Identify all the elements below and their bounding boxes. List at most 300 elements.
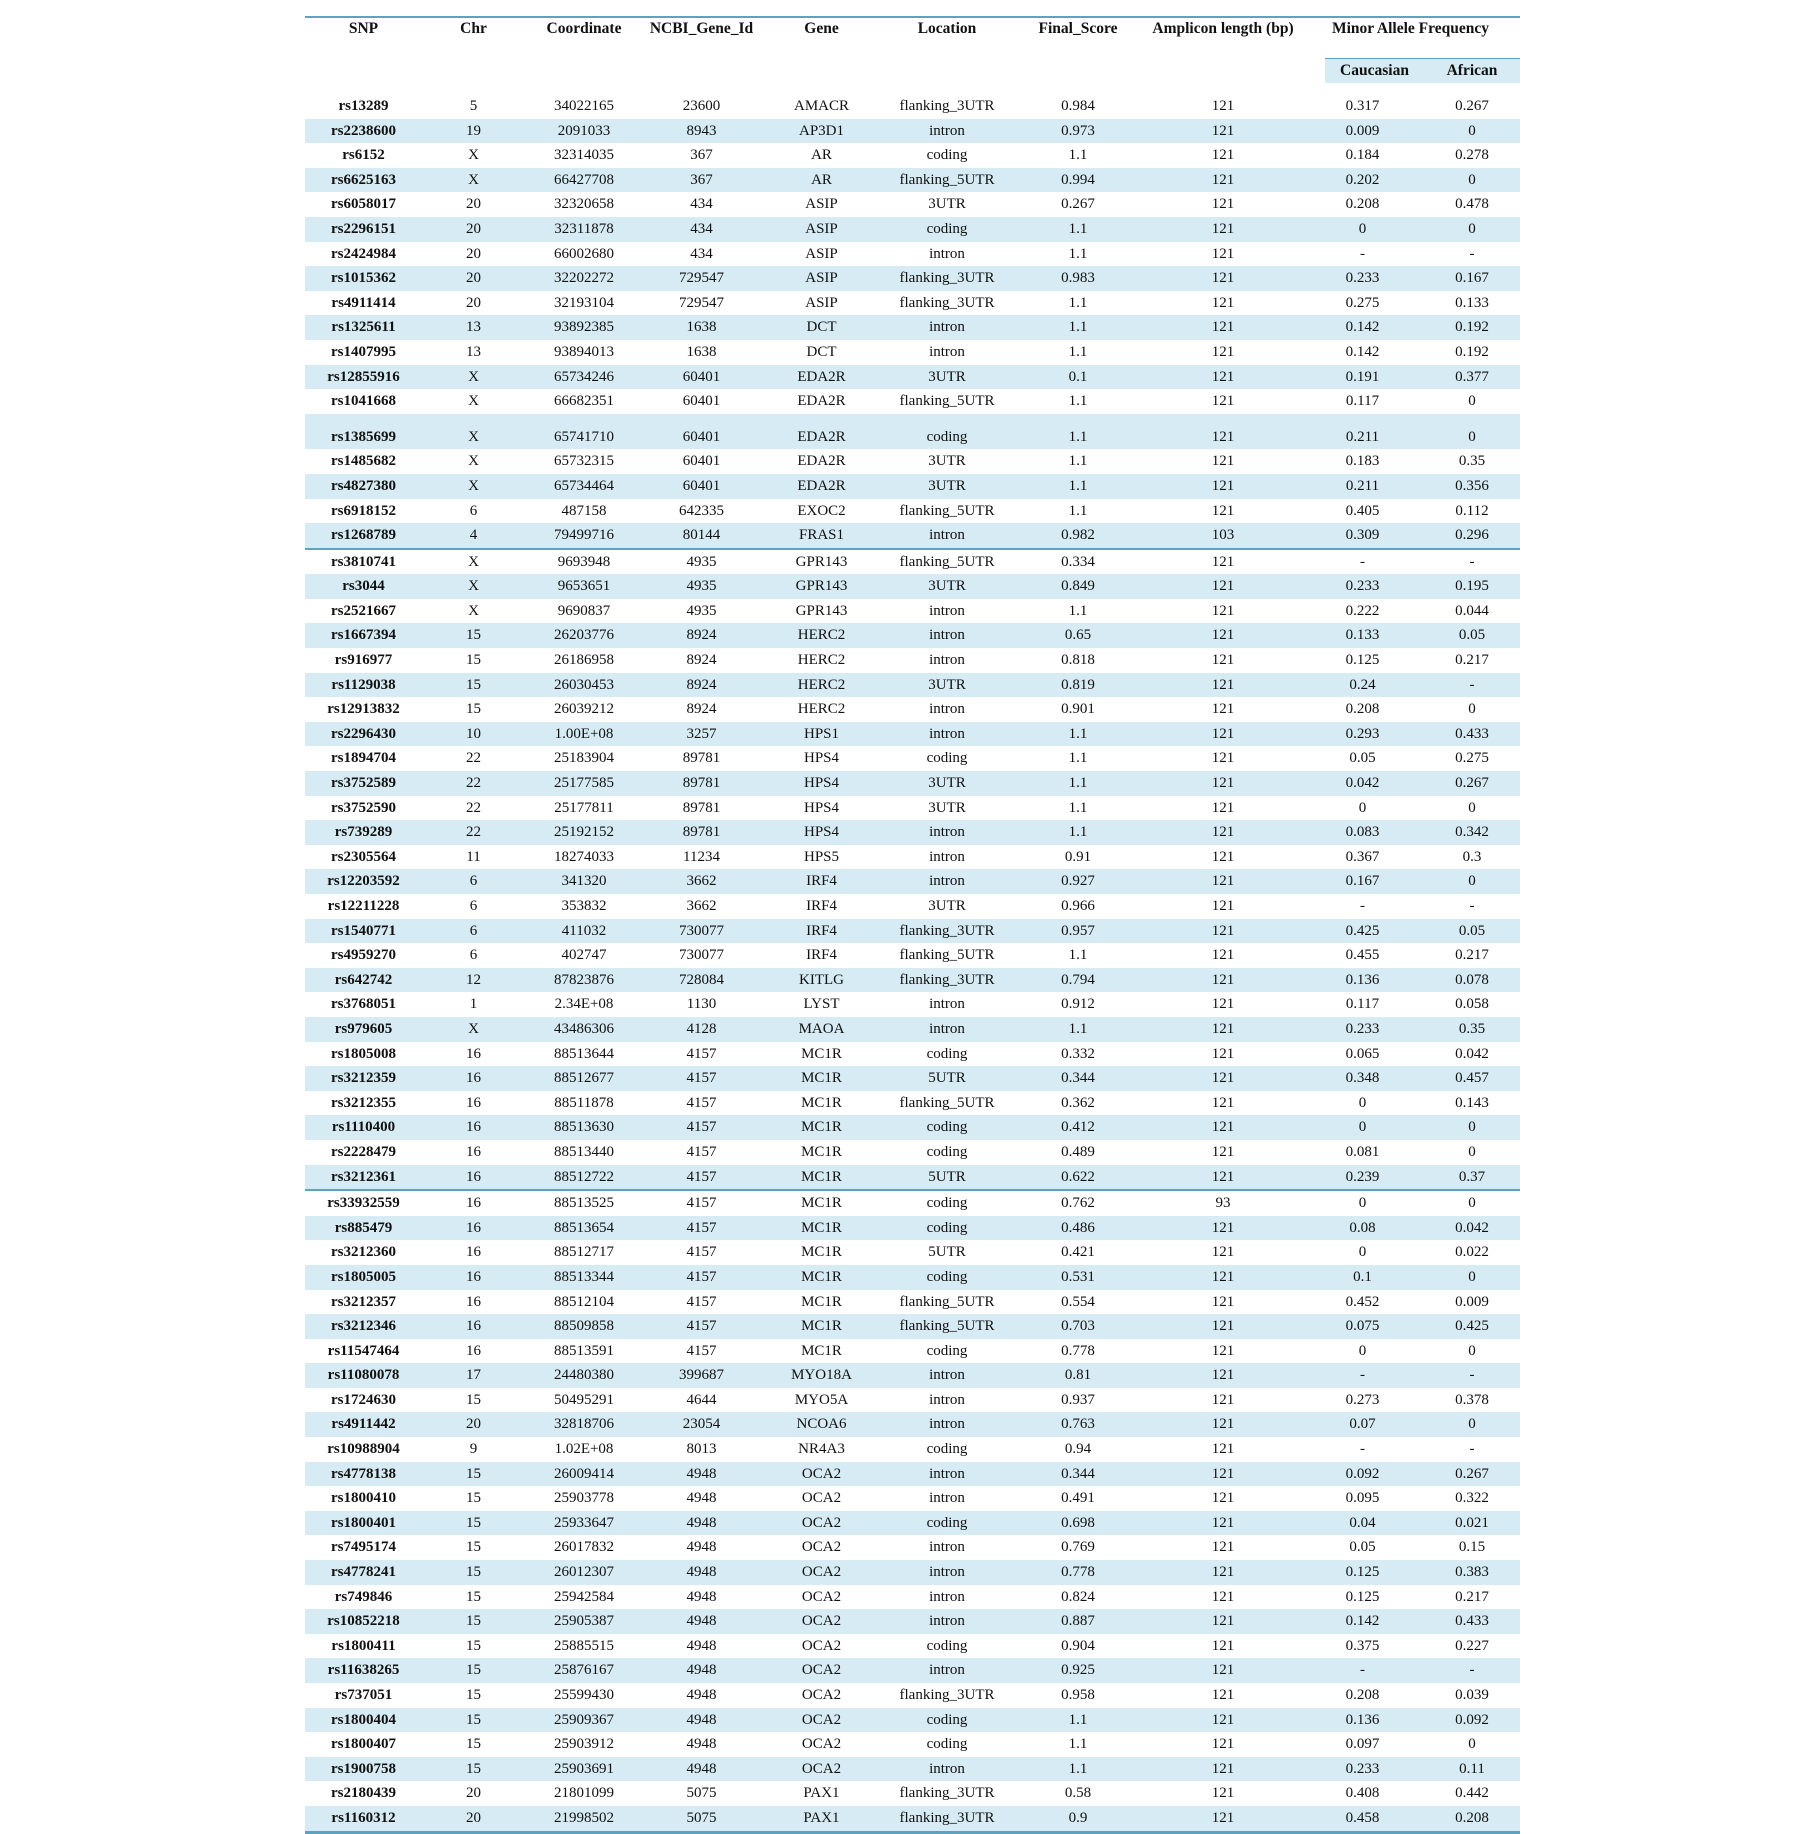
- cell-chr: 11: [466, 848, 481, 865]
- cell-coordinate: 487158: [561, 502, 607, 519]
- cell-maf-african: 0: [1424, 1412, 1520, 1437]
- cell-gene: OCA2: [760, 1708, 883, 1733]
- cell-maf-caucasian: -: [1360, 1441, 1365, 1458]
- cell-snp: rs13289: [338, 98, 389, 114]
- cell-gene: IRF4: [806, 947, 837, 964]
- cell-maf-caucasian: 0.222: [1345, 602, 1380, 619]
- cell-location: coding: [883, 1216, 1011, 1241]
- cell-maf-african: -: [1469, 898, 1475, 914]
- cell-gene: EDA2R: [760, 474, 883, 499]
- cell-maf-african: 0: [1424, 1190, 1520, 1216]
- cell-final-score: 0.91: [1064, 848, 1092, 865]
- table-row: [305, 365, 1520, 390]
- cell-chr: 15: [466, 652, 481, 669]
- cell-final-score: 0.763: [1011, 1412, 1145, 1437]
- cell-ncbi-gene-id: 728084: [643, 968, 760, 993]
- table-row: [305, 673, 1520, 698]
- col-header-chr: Chr: [460, 20, 487, 37]
- cell-chr: 15: [466, 1687, 481, 1703]
- cell-coordinate: 26039212: [554, 701, 614, 718]
- cell-snp: rs4778241: [305, 1560, 422, 1585]
- cell-maf-african: 0.042: [1455, 1045, 1489, 1062]
- cell-snp: rs2296430: [305, 722, 422, 747]
- cell-coordinate: 25903691: [525, 1757, 643, 1782]
- cell-location: coding: [926, 147, 968, 164]
- cell-gene: MC1R: [801, 1094, 842, 1111]
- table-row: [305, 1634, 1520, 1659]
- cell-coordinate: 79499716: [525, 523, 643, 549]
- cell-snp: rs3212357: [331, 1293, 396, 1310]
- cell-amplicon-length: 121: [1145, 1609, 1301, 1634]
- cell-amplicon-length: 121: [1145, 1115, 1301, 1140]
- cell-maf-african: 0: [1424, 414, 1520, 450]
- cell-location: 3UTR: [883, 771, 1011, 796]
- table-row: [305, 1339, 1520, 1364]
- cell-ncbi-gene-id: 60401: [643, 365, 760, 390]
- cell-maf-caucasian: 0.075: [1301, 1314, 1424, 1339]
- table-row: [305, 697, 1520, 722]
- cell-gene: OCA2: [760, 1609, 883, 1634]
- cell-ncbi-gene-id: 1130: [686, 996, 717, 1013]
- cell-final-score: 0.703: [1011, 1314, 1145, 1339]
- table-row: [305, 523, 1520, 549]
- cell-location: intron: [929, 1490, 965, 1507]
- cell-location: 3UTR: [883, 574, 1011, 599]
- cell-maf-caucasian: 0.065: [1345, 1045, 1380, 1062]
- cell-snp: rs12855916: [305, 365, 422, 390]
- cell-chr: X: [422, 574, 525, 599]
- cell-gene: MC1R: [760, 1314, 883, 1339]
- table-row: [305, 315, 1520, 340]
- cell-amplicon-length: 121: [1145, 315, 1301, 340]
- table-row: [305, 1190, 1520, 1216]
- cell-maf-caucasian: 0.24: [1301, 673, 1424, 698]
- cell-snp: rs6918152: [331, 502, 396, 519]
- cell-coordinate: 66427708: [525, 168, 643, 193]
- cell-final-score: 0.849: [1011, 574, 1145, 599]
- cell-ncbi-gene-id: 4948: [686, 1539, 717, 1556]
- cell-ncbi-gene-id: 8924: [686, 701, 717, 718]
- cell-ncbi-gene-id: 4948: [643, 1511, 760, 1536]
- cell-coordinate: 26017832: [554, 1539, 614, 1556]
- cell-maf-african: 0: [1468, 1736, 1476, 1753]
- table-row: [305, 549, 1520, 575]
- cell-final-score: 0.762: [1011, 1190, 1145, 1216]
- cell-location: coding: [926, 1342, 968, 1359]
- cell-gene: PAX1: [760, 1806, 883, 1831]
- cell-ncbi-gene-id: 5075: [686, 1785, 717, 1802]
- table-row: [305, 1708, 1520, 1733]
- cell-snp: rs11547464: [327, 1342, 400, 1359]
- cell-chr: 16: [422, 1066, 525, 1091]
- cell-location: coding: [883, 1265, 1011, 1290]
- cell-amplicon-length: 121: [1211, 1637, 1235, 1654]
- cell-coordinate: 88513654: [525, 1216, 643, 1241]
- cell-final-score: 0.794: [1011, 968, 1145, 993]
- cell-amplicon-length: 121: [1145, 1560, 1301, 1585]
- cell-amplicon-length: 121: [1211, 996, 1235, 1013]
- cell-gene: OCA2: [760, 1757, 883, 1782]
- cell-final-score: 0.983: [1011, 266, 1145, 291]
- cell-coordinate: 65734246: [525, 365, 643, 390]
- cell-snp: rs11080078: [305, 1363, 422, 1388]
- cell-gene: IRF4: [760, 869, 883, 894]
- cell-final-score: 0.267: [1061, 196, 1095, 213]
- cell-snp: rs2521667: [331, 602, 396, 619]
- cell-gene: OCA2: [801, 1490, 842, 1507]
- cell-maf-african: 0.021: [1424, 1511, 1520, 1536]
- cell-gene: MC1R: [801, 1293, 842, 1310]
- cell-maf-african: 0.267: [1455, 98, 1489, 114]
- table-row: [305, 389, 1520, 414]
- cell-location: intron: [929, 996, 965, 1013]
- cell-maf-caucasian: 0.208: [1345, 196, 1380, 213]
- cell-snp: rs1268789: [305, 523, 422, 549]
- cell-final-score: 0.94: [1064, 1441, 1092, 1458]
- cell-ncbi-gene-id: 4157: [686, 1045, 717, 1062]
- cell-snp: rs4827380: [305, 474, 422, 499]
- cell-gene: ASIP: [760, 266, 883, 291]
- cell-location: intron: [929, 245, 965, 262]
- cell-gene: EXOC2: [797, 502, 846, 519]
- cell-maf-caucasian: 0.142: [1301, 315, 1424, 340]
- col-header-gene: Gene: [804, 20, 839, 37]
- cell-final-score: 1.1: [1011, 1017, 1145, 1042]
- table-row: [305, 414, 1520, 450]
- cell-maf-african: -: [1469, 245, 1475, 262]
- cell-ncbi-gene-id: 4948: [643, 1560, 760, 1585]
- cell-final-score: 0.486: [1011, 1216, 1145, 1241]
- cell-chr: X: [468, 147, 479, 164]
- table-row: [305, 1683, 1520, 1708]
- cell-snp: rs10988904: [327, 1441, 400, 1458]
- cell-gene: MC1R: [760, 1165, 883, 1191]
- cell-snp: rs6625163: [305, 168, 422, 193]
- cell-location: intron: [929, 1588, 965, 1605]
- cell-final-score: 0.1: [1011, 365, 1145, 390]
- cell-maf-african: 0: [1424, 869, 1520, 894]
- table-row: [305, 1585, 1520, 1610]
- cell-maf-caucasian: 0.04: [1301, 1511, 1424, 1536]
- cell-snp: rs885479: [305, 1216, 422, 1241]
- cell-location: flanking_5UTR: [883, 1314, 1011, 1339]
- table-row: [305, 968, 1520, 993]
- table-row: [305, 919, 1520, 944]
- cell-gene: OCA2: [801, 1539, 842, 1556]
- cell-maf-african: 0: [1424, 217, 1520, 242]
- cell-gene: DCT: [760, 315, 883, 340]
- table-row: [305, 1757, 1520, 1782]
- table-row: [305, 242, 1520, 267]
- table-row: [305, 94, 1520, 119]
- cell-amplicon-length: 121: [1211, 393, 1235, 410]
- cell-final-score: 0.912: [1061, 996, 1095, 1013]
- cell-location: coding: [926, 750, 968, 767]
- cell-gene: ASIP: [805, 294, 838, 311]
- cell-final-score: 0.887: [1011, 1609, 1145, 1634]
- cell-snp: rs642742: [305, 968, 422, 993]
- cell-maf-caucasian: 0.233: [1301, 266, 1424, 291]
- cell-location: intron: [929, 701, 965, 718]
- table-row: [305, 845, 1520, 870]
- cell-chr: 6: [469, 898, 478, 914]
- cell-maf-african: 0.35: [1458, 453, 1486, 470]
- table-row: [305, 1609, 1520, 1634]
- cell-snp: rs3212360: [331, 1244, 396, 1261]
- cell-location: intron: [883, 1462, 1011, 1487]
- cell-amplicon-length: 121: [1211, 602, 1235, 619]
- cell-coordinate: 32193104: [554, 294, 614, 311]
- table-row: [305, 1462, 1520, 1487]
- cell-chr: 16: [466, 1342, 481, 1359]
- cell-maf-african: 0.383: [1424, 1560, 1520, 1585]
- cell-final-score: 0.984: [1061, 98, 1095, 114]
- cell-coordinate: 26203776: [525, 623, 643, 648]
- cell-location: flanking_3UTR: [883, 968, 1011, 993]
- cell-gene: HERC2: [760, 673, 883, 698]
- cell-coordinate: 88509858: [525, 1314, 643, 1339]
- cell-gene: OCA2: [760, 1560, 883, 1585]
- cell-gene: NCOA6: [760, 1412, 883, 1437]
- col-header-coordinate: Coordinate: [546, 20, 622, 37]
- cell-snp: rs12913832: [327, 701, 400, 718]
- cell-gene: EDA2R: [797, 393, 846, 410]
- cell-final-score: 1.1: [1011, 771, 1145, 796]
- cell-snp: rs3768051: [331, 996, 396, 1013]
- cell-ncbi-gene-id: 4948: [686, 1736, 717, 1753]
- cell-snp: rs6058017: [331, 196, 396, 213]
- table-row: [305, 192, 1520, 217]
- cell-final-score: 1.1: [1068, 343, 1088, 360]
- cell-chr: X: [468, 602, 479, 619]
- table-row: [305, 217, 1520, 242]
- col-header-snp: SNP: [348, 20, 379, 37]
- cell-coordinate: 21801099: [554, 1785, 614, 1802]
- cell-chr: 16: [422, 1216, 525, 1241]
- cell-gene: HPS4: [760, 771, 883, 796]
- cell-chr: 15: [422, 1560, 525, 1585]
- cell-final-score: 0.778: [1011, 1560, 1145, 1585]
- cell-ncbi-gene-id: 4948: [686, 1588, 717, 1605]
- cell-chr: 20: [466, 196, 481, 213]
- cell-location: coding: [883, 1190, 1011, 1216]
- cell-snp: rs739289: [305, 820, 422, 845]
- cell-maf-caucasian: 0.348: [1301, 1066, 1424, 1091]
- cell-chr: X: [422, 168, 525, 193]
- cell-ncbi-gene-id: 730077: [643, 919, 760, 944]
- cell-coordinate: 88513644: [554, 1045, 614, 1062]
- cell-final-score: 0.818: [1061, 652, 1095, 669]
- cell-maf-african: 0.195: [1424, 574, 1520, 599]
- cell-gene: GPR143: [760, 574, 883, 599]
- cell-maf-caucasian: 0.211: [1301, 474, 1424, 499]
- cell-chr: 15: [466, 1391, 481, 1408]
- cell-maf-caucasian: 0.233: [1301, 1757, 1424, 1782]
- cell-maf-caucasian: 0.05: [1349, 1539, 1376, 1556]
- cell-gene: MC1R: [760, 1190, 883, 1216]
- cell-amplicon-length: 121: [1145, 1165, 1301, 1191]
- cell-location: coding: [883, 414, 1011, 450]
- cell-maf-african: 0.278: [1455, 147, 1489, 164]
- cell-chr: 15: [466, 1736, 481, 1753]
- cell-chr: 6: [469, 502, 478, 519]
- cell-snp: rs737051: [334, 1687, 393, 1703]
- cell-amplicon-length: 121: [1211, 502, 1235, 519]
- cell-maf-african: 0.208: [1424, 1806, 1520, 1831]
- cell-final-score: 0.904: [1061, 1637, 1095, 1654]
- cell-chr: 22: [466, 750, 481, 767]
- cell-maf-caucasian: 0.167: [1301, 869, 1424, 894]
- cell-chr: X: [422, 365, 525, 390]
- cell-final-score: 1.1: [1011, 1757, 1145, 1782]
- cell-coordinate: 26012307: [525, 1560, 643, 1585]
- cell-location: flanking_5UTR: [899, 1293, 995, 1310]
- table-row: [305, 1437, 1520, 1462]
- cell-snp: rs2180439: [331, 1785, 396, 1802]
- cell-coordinate: 66682351: [554, 393, 614, 410]
- cell-maf-caucasian: 0.208: [1345, 701, 1380, 718]
- cell-maf-caucasian: 0.275: [1345, 294, 1380, 311]
- table-row: [305, 943, 1520, 968]
- table-row: [305, 1535, 1520, 1560]
- cell-coordinate: 26030453: [525, 673, 643, 698]
- cell-maf-african: 0.042: [1424, 1216, 1520, 1241]
- cell-maf-caucasian: 0: [1358, 1244, 1367, 1261]
- cell-snp: rs2296151: [305, 217, 422, 242]
- cell-coordinate: 88513591: [554, 1342, 614, 1359]
- table-row: [305, 340, 1520, 365]
- cell-snp: rs33932559: [305, 1190, 422, 1216]
- table-row: [305, 623, 1520, 648]
- table-header: [305, 16, 1520, 94]
- table-row: [305, 992, 1520, 1017]
- cell-gene: MAOA: [760, 1017, 883, 1042]
- cell-maf-african: 0.192: [1424, 315, 1520, 340]
- cell-final-score: 0.927: [1011, 869, 1145, 894]
- cell-coordinate: 88513440: [554, 1143, 614, 1160]
- cell-final-score: 0.332: [1061, 1045, 1095, 1062]
- cell-chr: 22: [422, 771, 525, 796]
- cell-amplicon-length: 121: [1211, 1785, 1235, 1802]
- cell-amplicon-length: 121: [1211, 1490, 1235, 1507]
- cell-ncbi-gene-id: 8924: [643, 623, 760, 648]
- cell-ncbi-gene-id: 89781: [643, 820, 760, 845]
- cell-gene: MC1R: [801, 1045, 842, 1062]
- cell-maf-caucasian: 0.117: [1345, 996, 1380, 1013]
- cell-coordinate: 25942584: [554, 1588, 614, 1605]
- cell-final-score: 1.1: [1011, 1708, 1145, 1733]
- cell-coordinate: 66002680: [554, 245, 614, 262]
- cell-final-score: 1.1: [1068, 947, 1088, 964]
- cell-maf-african: 0: [1424, 1115, 1520, 1140]
- cell-ncbi-gene-id: 4948: [686, 1490, 717, 1507]
- cell-coordinate: 88512722: [525, 1165, 643, 1191]
- cell-maf-caucasian: 0.07: [1301, 1412, 1424, 1437]
- table-row: [305, 291, 1520, 316]
- cell-amplicon-length: 121: [1145, 574, 1301, 599]
- cell-maf-african: 0.37: [1424, 1165, 1520, 1191]
- cell-snp: rs10852218: [305, 1609, 422, 1634]
- cell-final-score: 0.778: [1061, 1342, 1095, 1359]
- cell-snp: rs1805008: [331, 1045, 396, 1062]
- cell-ncbi-gene-id: 4935: [643, 549, 760, 575]
- cell-coordinate: 32818706: [525, 1412, 643, 1437]
- cell-amplicon-length: 121: [1145, 168, 1301, 193]
- cell-chr: 20: [422, 217, 525, 242]
- table-row: [305, 869, 1520, 894]
- cell-location: flanking_5UTR: [899, 393, 995, 410]
- cell-gene: HPS4: [803, 750, 840, 767]
- cell-coordinate: 34022165: [554, 98, 614, 114]
- cell-coordinate: 1.02E+08: [554, 1441, 614, 1458]
- cell-ncbi-gene-id: 367: [690, 147, 713, 164]
- cell-maf-african: 0: [1468, 799, 1476, 816]
- cell-maf-african: 0.05: [1424, 623, 1520, 648]
- table-row: [305, 1091, 1520, 1116]
- cell-chr: 15: [422, 1658, 525, 1683]
- table-row: [305, 1486, 1520, 1511]
- cell-amplicon-length: 121: [1211, 848, 1235, 865]
- cell-chr: 17: [422, 1363, 525, 1388]
- cell-location: 3UTR: [928, 799, 966, 816]
- cell-location: intron: [883, 1560, 1011, 1585]
- cell-amplicon-length: 121: [1211, 196, 1235, 213]
- table-row: [305, 796, 1520, 821]
- table-row: [305, 599, 1520, 624]
- cell-gene: MYO18A: [760, 1363, 883, 1388]
- cell-location: 3UTR: [883, 365, 1011, 390]
- table-row: [305, 1806, 1520, 1831]
- table-row: [305, 168, 1520, 193]
- cell-coordinate: 25885515: [554, 1637, 614, 1654]
- cell-amplicon-length: 121: [1211, 1045, 1235, 1062]
- col-header-amplicon-length: Amplicon length (bp): [1152, 20, 1294, 37]
- cell-amplicon-length: 121: [1145, 119, 1301, 144]
- cell-final-score: 0.58: [1064, 1785, 1092, 1802]
- cell-location: intron: [883, 1609, 1011, 1634]
- cell-maf-caucasian: -: [1360, 245, 1365, 262]
- col-header-location: Location: [917, 20, 977, 37]
- cell-maf-african: 0.039: [1455, 1687, 1489, 1703]
- cell-ncbi-gene-id: 399687: [643, 1363, 760, 1388]
- table-row: [305, 771, 1520, 796]
- cell-maf-caucasian: -: [1360, 898, 1365, 914]
- cell-ncbi-gene-id: 4157: [686, 1293, 717, 1310]
- cell-amplicon-length: 121: [1145, 217, 1301, 242]
- table-row: [305, 1216, 1520, 1241]
- cell-ncbi-gene-id: 4948: [686, 1687, 717, 1703]
- table-row: [305, 1265, 1520, 1290]
- cell-ncbi-gene-id: 4157: [686, 1342, 717, 1359]
- cell-maf-african: 0.322: [1455, 1490, 1489, 1507]
- cell-ncbi-gene-id: 60401: [682, 453, 721, 470]
- cell-ncbi-gene-id: 60401: [682, 393, 721, 410]
- cell-amplicon-length: 121: [1145, 1265, 1301, 1290]
- cell-chr: 20: [422, 266, 525, 291]
- cell-amplicon-length: 121: [1211, 98, 1235, 114]
- cell-location: intron: [883, 1658, 1011, 1683]
- cell-ncbi-gene-id: 4157: [643, 1190, 760, 1216]
- cell-ncbi-gene-id: 60401: [643, 414, 760, 450]
- cell-maf-african: -: [1469, 1441, 1475, 1458]
- cell-gene: HPS5: [803, 848, 840, 865]
- table-row: [305, 474, 1520, 499]
- cell-gene: OCA2: [801, 1687, 842, 1703]
- cell-snp: rs1800410: [331, 1490, 396, 1507]
- cell-chr: 4: [422, 523, 525, 549]
- cell-chr: 13: [466, 343, 481, 360]
- cell-snp: rs3752590: [331, 799, 396, 816]
